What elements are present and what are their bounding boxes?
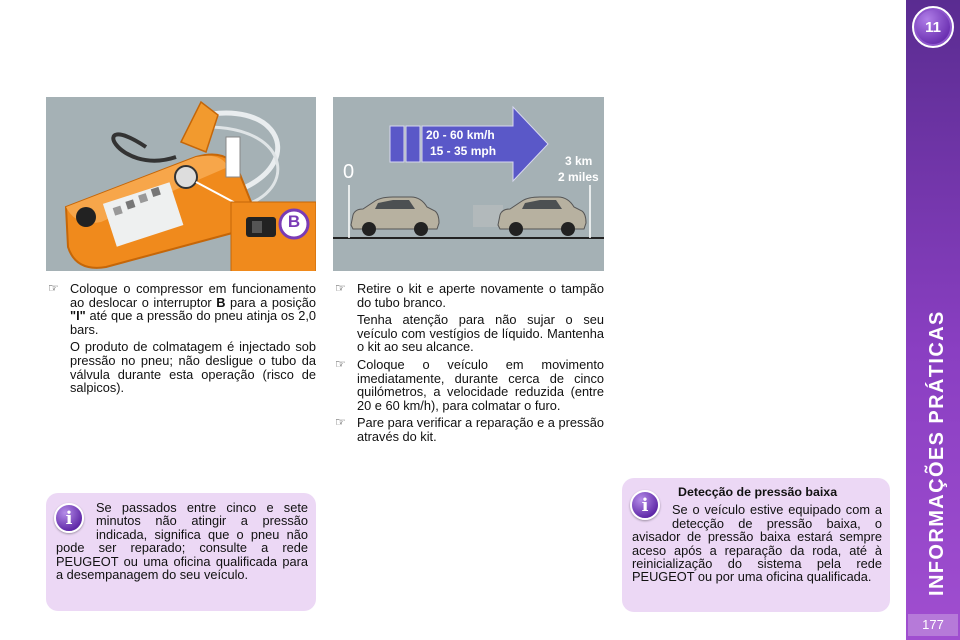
pointing-hand-icon: ☞ xyxy=(335,281,346,295)
info-icon: i xyxy=(54,503,84,533)
driving-distance-illustration xyxy=(333,97,604,271)
speed-mph-label: 15 - 35 mph xyxy=(430,144,497,158)
keep-clean-paragraph: Tenha atenção para não sujar o seu veículo com vestígios de líquido. Mantenha o kit ao seu alcance. xyxy=(357,312,604,355)
switch-position-i: "I" xyxy=(70,308,86,324)
pressure-failure-text: Se passados entre cinco e sete minutos não atingir a pressão indicada, significa que o pneu não pode ser reparado; consulte a rede PEUGEOT ou uma oficina qualificada para a desempanagem do seu veículo. xyxy=(56,500,308,583)
pointing-hand-icon: ☞ xyxy=(335,415,346,430)
compressor-kit-illustration xyxy=(46,97,316,271)
low-pressure-detection-info-box xyxy=(622,478,890,612)
switch-b-label: B xyxy=(287,212,301,231)
low-pressure-text: Se o veículo estive equipado com a detecção de pressão baixa, o avisador de pressão baixa estará sempre aceso após a reparação da roda, até à reinicialização do sistema pela rede PEUGEOT ou por uma oficina qualificada. xyxy=(632,502,882,585)
instructions-column-2 xyxy=(333,282,604,447)
instructions-column-1 xyxy=(46,282,316,398)
section-title: INFORMAÇÕES PRÁTICAS xyxy=(926,310,948,596)
speed-kmh-label: 20 - 60 km/h xyxy=(426,128,495,142)
low-pressure-heading: Detecção de pressão baixa xyxy=(678,485,838,499)
instruction-remove-kit: ☞ Retire o kit e aperte novamente o tampão do tubo branco. xyxy=(335,281,604,310)
switch-key-b: B xyxy=(216,294,226,310)
page-number: 177 xyxy=(908,614,958,636)
pointing-hand-icon: ☞ xyxy=(335,356,346,371)
chapter-badge xyxy=(912,6,954,48)
distance-km-label: 3 km xyxy=(565,154,593,168)
pointing-hand-icon: ☞ xyxy=(48,281,59,295)
start-mark-label: 0 xyxy=(343,161,355,183)
instruction-check-repair: ☞ Pare para verificar a reparação e a pressão através do kit. xyxy=(335,415,604,444)
instruction-start-compressor: ☞ Coloque o compressor em funcionamento ao deslocar o interruptor B para a posição "I" até que a pressão do pneu atinja os 2,0 bars. xyxy=(48,281,316,337)
info-icon: i xyxy=(630,490,660,520)
pressure-failure-info-box xyxy=(46,493,316,611)
chapter-number: 11 xyxy=(925,18,941,36)
instruction-drive-vehicle: ☞ Coloque o veículo em movimento imediatamente, durante cerca de cinco quilómetros, a velocidade reduzida (entre 20 e 60 km/h), para colmatar o furo. xyxy=(335,356,604,413)
distance-miles-label: 2 miles xyxy=(558,170,599,184)
sealant-warning-paragraph: O produto de colmatagem é injectado sob pressão no pneu; não desligue o tubo da válvula durante esta operação (risco de salpicos). xyxy=(70,339,316,396)
